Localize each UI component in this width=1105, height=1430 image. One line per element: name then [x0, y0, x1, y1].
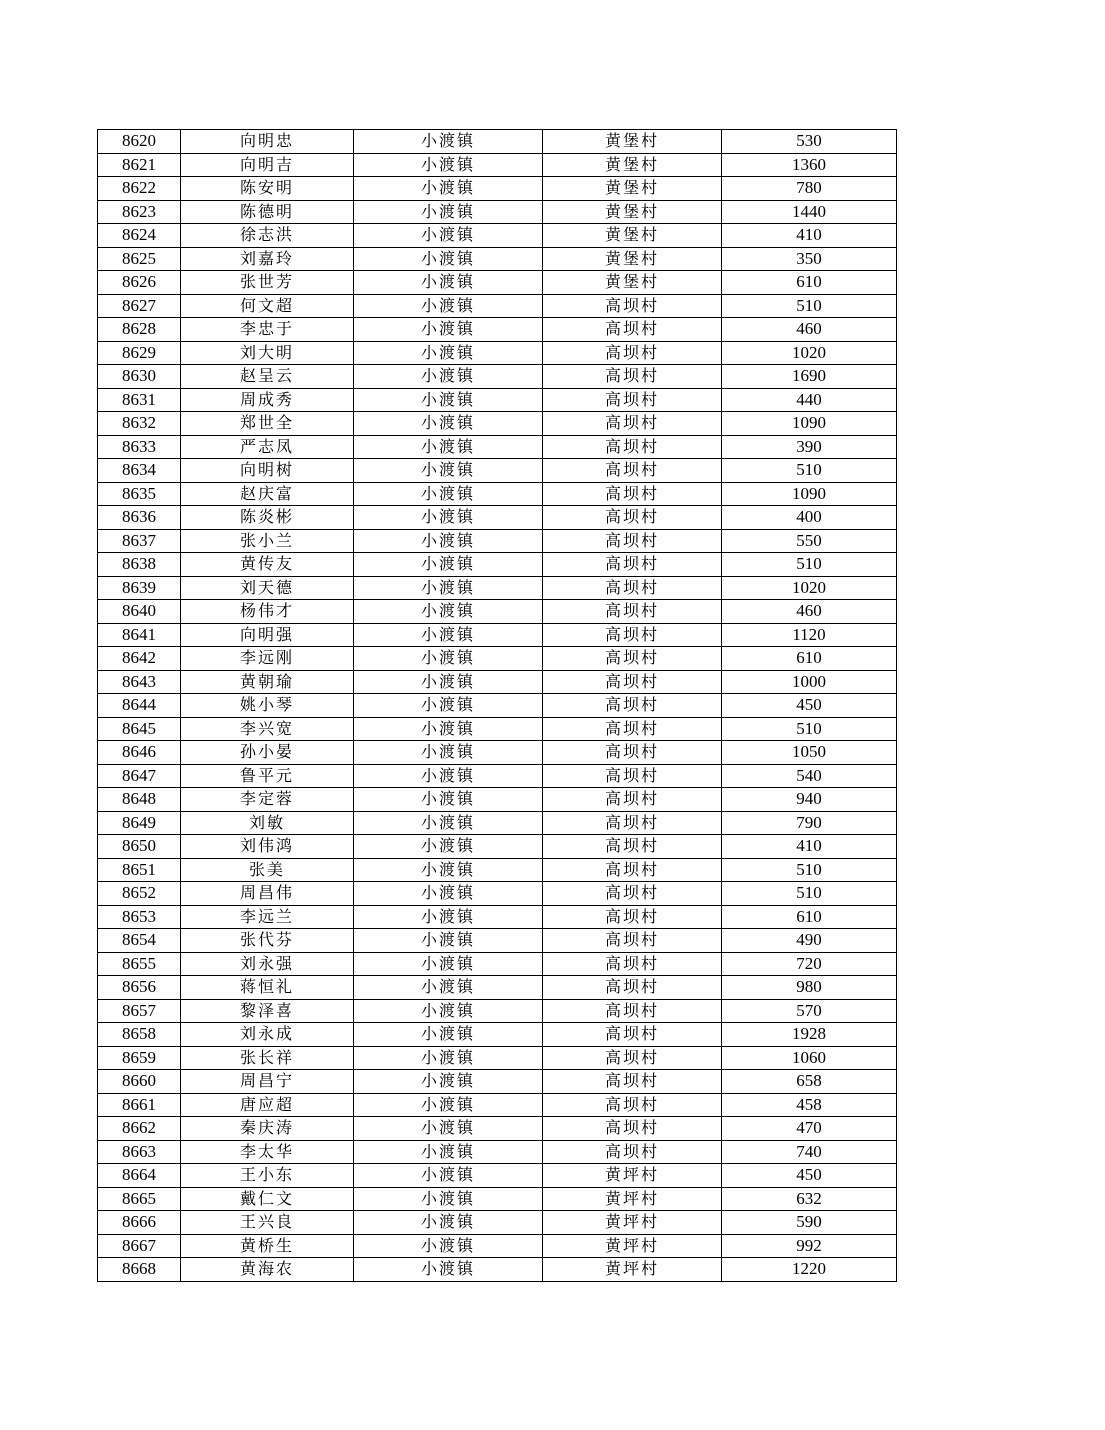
name-cell: 黄传友: [181, 553, 354, 577]
table-row: [98, 741, 897, 765]
village-cell: 高坝村: [543, 482, 722, 506]
name-cell: 王兴良: [181, 1211, 354, 1235]
name-cell: 周昌伟: [181, 882, 354, 906]
amount-cell: 510: [722, 717, 897, 741]
town-cell: 小渡镇: [354, 412, 543, 436]
village-cell: 黄堡村: [543, 177, 722, 201]
table-row: [98, 318, 897, 342]
row-number-cell: 8659: [98, 1046, 181, 1070]
town-cell: 小渡镇: [354, 459, 543, 483]
row-number-cell: 8663: [98, 1140, 181, 1164]
name-cell: 向明忠: [181, 130, 354, 154]
name-cell: 刘伟鸿: [181, 835, 354, 859]
table-body: [98, 130, 897, 1282]
row-number-cell: 8627: [98, 294, 181, 318]
village-cell: 高坝村: [543, 764, 722, 788]
village-cell: 黄堡村: [543, 200, 722, 224]
name-cell: 鲁平元: [181, 764, 354, 788]
town-cell: 小渡镇: [354, 1140, 543, 1164]
village-cell: 高坝村: [543, 882, 722, 906]
town-cell: 小渡镇: [354, 788, 543, 812]
town-cell: 小渡镇: [354, 341, 543, 365]
amount-cell: 460: [722, 318, 897, 342]
table-row: [98, 341, 897, 365]
name-cell: 秦庆涛: [181, 1117, 354, 1141]
row-number-cell: 8625: [98, 247, 181, 271]
town-cell: 小渡镇: [354, 435, 543, 459]
name-cell: 张长祥: [181, 1046, 354, 1070]
town-cell: 小渡镇: [354, 318, 543, 342]
name-cell: 张世芳: [181, 271, 354, 295]
village-cell: 黄堡村: [543, 271, 722, 295]
row-number-cell: 8657: [98, 999, 181, 1023]
table-row: [98, 576, 897, 600]
amount-cell: 410: [722, 224, 897, 248]
amount-cell: 390: [722, 435, 897, 459]
name-cell: 陈德明: [181, 200, 354, 224]
town-cell: 小渡镇: [354, 576, 543, 600]
village-cell: 黄坪村: [543, 1211, 722, 1235]
amount-cell: 740: [722, 1140, 897, 1164]
table-row: [98, 929, 897, 953]
table-row: [98, 388, 897, 412]
town-cell: 小渡镇: [354, 905, 543, 929]
amount-cell: 1060: [722, 1046, 897, 1070]
amount-cell: 550: [722, 529, 897, 553]
table-row: [98, 858, 897, 882]
amount-cell: 992: [722, 1234, 897, 1258]
town-cell: 小渡镇: [354, 764, 543, 788]
village-cell: 高坝村: [543, 670, 722, 694]
table-row: [98, 1211, 897, 1235]
village-cell: 高坝村: [543, 1046, 722, 1070]
amount-cell: 510: [722, 294, 897, 318]
village-cell: 高坝村: [543, 529, 722, 553]
town-cell: 小渡镇: [354, 1164, 543, 1188]
town-cell: 小渡镇: [354, 1070, 543, 1094]
village-cell: 黄堡村: [543, 153, 722, 177]
table-row: [98, 1258, 897, 1282]
town-cell: 小渡镇: [354, 1117, 543, 1141]
town-cell: 小渡镇: [354, 929, 543, 953]
row-number-cell: 8635: [98, 482, 181, 506]
row-number-cell: 8651: [98, 858, 181, 882]
table-row: [98, 647, 897, 671]
amount-cell: 632: [722, 1187, 897, 1211]
table-row: [98, 459, 897, 483]
table-row: [98, 623, 897, 647]
name-cell: 赵庆富: [181, 482, 354, 506]
name-cell: 王小东: [181, 1164, 354, 1188]
village-cell: 高坝村: [543, 858, 722, 882]
amount-cell: 510: [722, 858, 897, 882]
row-number-cell: 8667: [98, 1234, 181, 1258]
village-cell: 高坝村: [543, 318, 722, 342]
table-row: [98, 435, 897, 459]
row-number-cell: 8645: [98, 717, 181, 741]
row-number-cell: 8655: [98, 952, 181, 976]
name-cell: 张代芬: [181, 929, 354, 953]
town-cell: 小渡镇: [354, 952, 543, 976]
table-row: [98, 835, 897, 859]
table-row: [98, 224, 897, 248]
amount-cell: 1120: [722, 623, 897, 647]
amount-cell: 1360: [722, 153, 897, 177]
town-cell: 小渡镇: [354, 1234, 543, 1258]
amount-cell: 450: [722, 694, 897, 718]
row-number-cell: 8656: [98, 976, 181, 1000]
amount-cell: 510: [722, 553, 897, 577]
amount-cell: 440: [722, 388, 897, 412]
table-row: [98, 1234, 897, 1258]
row-number-cell: 8637: [98, 529, 181, 553]
table-row: [98, 130, 897, 154]
amount-cell: 458: [722, 1093, 897, 1117]
town-cell: 小渡镇: [354, 623, 543, 647]
row-number-cell: 8658: [98, 1023, 181, 1047]
row-number-cell: 8660: [98, 1070, 181, 1094]
amount-cell: 940: [722, 788, 897, 812]
name-cell: 陈炎彬: [181, 506, 354, 530]
row-number-cell: 8641: [98, 623, 181, 647]
town-cell: 小渡镇: [354, 365, 543, 389]
name-cell: 刘嘉玲: [181, 247, 354, 271]
amount-cell: 470: [722, 1117, 897, 1141]
amount-cell: 510: [722, 882, 897, 906]
row-number-cell: 8649: [98, 811, 181, 835]
amount-cell: 1440: [722, 200, 897, 224]
town-cell: 小渡镇: [354, 999, 543, 1023]
village-cell: 高坝村: [543, 694, 722, 718]
village-cell: 高坝村: [543, 600, 722, 624]
name-cell: 黄朝瑜: [181, 670, 354, 694]
town-cell: 小渡镇: [354, 200, 543, 224]
town-cell: 小渡镇: [354, 271, 543, 295]
town-cell: 小渡镇: [354, 177, 543, 201]
name-cell: 向明吉: [181, 153, 354, 177]
row-number-cell: 8633: [98, 435, 181, 459]
name-cell: 刘永成: [181, 1023, 354, 1047]
amount-cell: 1928: [722, 1023, 897, 1047]
name-cell: 郑世全: [181, 412, 354, 436]
name-cell: 刘敏: [181, 811, 354, 835]
row-number-cell: 8652: [98, 882, 181, 906]
amount-cell: 540: [722, 764, 897, 788]
amount-cell: 590: [722, 1211, 897, 1235]
name-cell: 孙小晏: [181, 741, 354, 765]
town-cell: 小渡镇: [354, 647, 543, 671]
table-row: [98, 294, 897, 318]
row-number-cell: 8628: [98, 318, 181, 342]
village-cell: 高坝村: [543, 811, 722, 835]
village-cell: 高坝村: [543, 459, 722, 483]
row-number-cell: 8646: [98, 741, 181, 765]
town-cell: 小渡镇: [354, 1023, 543, 1047]
amount-cell: 1220: [722, 1258, 897, 1282]
table-row: [98, 271, 897, 295]
name-cell: 刘天德: [181, 576, 354, 600]
row-number-cell: 8661: [98, 1093, 181, 1117]
village-cell: 高坝村: [543, 1023, 722, 1047]
amount-cell: 980: [722, 976, 897, 1000]
amount-cell: 720: [722, 952, 897, 976]
amount-cell: 790: [722, 811, 897, 835]
village-cell: 高坝村: [543, 365, 722, 389]
name-cell: 李远兰: [181, 905, 354, 929]
table-row: [98, 482, 897, 506]
table-row: [98, 882, 897, 906]
amount-cell: 610: [722, 905, 897, 929]
table-row: [98, 717, 897, 741]
row-number-cell: 8638: [98, 553, 181, 577]
name-cell: 黄桥生: [181, 1234, 354, 1258]
row-number-cell: 8666: [98, 1211, 181, 1235]
village-cell: 高坝村: [543, 1117, 722, 1141]
row-number-cell: 8642: [98, 647, 181, 671]
village-cell: 高坝村: [543, 412, 722, 436]
village-cell: 高坝村: [543, 952, 722, 976]
village-cell: 高坝村: [543, 1070, 722, 1094]
name-cell: 杨伟才: [181, 600, 354, 624]
table-row: [98, 952, 897, 976]
name-cell: 周昌宁: [181, 1070, 354, 1094]
amount-cell: 658: [722, 1070, 897, 1094]
table-row: [98, 177, 897, 201]
table-row: [98, 764, 897, 788]
village-cell: 高坝村: [543, 388, 722, 412]
name-cell: 陈安明: [181, 177, 354, 201]
amount-cell: 1050: [722, 741, 897, 765]
amount-cell: 1020: [722, 341, 897, 365]
town-cell: 小渡镇: [354, 529, 543, 553]
row-number-cell: 8626: [98, 271, 181, 295]
name-cell: 何文超: [181, 294, 354, 318]
table-row: [98, 788, 897, 812]
table-row: [98, 670, 897, 694]
name-cell: 姚小琴: [181, 694, 354, 718]
village-cell: 高坝村: [543, 623, 722, 647]
name-cell: 李太华: [181, 1140, 354, 1164]
village-cell: 黄堡村: [543, 224, 722, 248]
village-cell: 高坝村: [543, 929, 722, 953]
row-number-cell: 8624: [98, 224, 181, 248]
name-cell: 李远刚: [181, 647, 354, 671]
village-cell: 黄坪村: [543, 1187, 722, 1211]
table-row: [98, 976, 897, 1000]
table-row: [98, 412, 897, 436]
table-row: [98, 694, 897, 718]
table-row: [98, 1140, 897, 1164]
table-row: [98, 553, 897, 577]
table-row: [98, 200, 897, 224]
village-cell: 高坝村: [543, 341, 722, 365]
amount-cell: 1690: [722, 365, 897, 389]
village-cell: 高坝村: [543, 999, 722, 1023]
name-cell: 唐应超: [181, 1093, 354, 1117]
village-cell: 高坝村: [543, 835, 722, 859]
name-cell: 张美: [181, 858, 354, 882]
town-cell: 小渡镇: [354, 1187, 543, 1211]
table-row: [98, 153, 897, 177]
town-cell: 小渡镇: [354, 1093, 543, 1117]
village-cell: 黄堡村: [543, 130, 722, 154]
row-number-cell: 8644: [98, 694, 181, 718]
village-cell: 高坝村: [543, 553, 722, 577]
town-cell: 小渡镇: [354, 741, 543, 765]
town-cell: 小渡镇: [354, 153, 543, 177]
village-cell: 黄坪村: [543, 1258, 722, 1282]
village-cell: 高坝村: [543, 1093, 722, 1117]
name-cell: 戴仁文: [181, 1187, 354, 1211]
name-cell: 蒋恒礼: [181, 976, 354, 1000]
table-row: [98, 1046, 897, 1070]
row-number-cell: 8647: [98, 764, 181, 788]
table-row: [98, 600, 897, 624]
name-cell: 李忠于: [181, 318, 354, 342]
town-cell: 小渡镇: [354, 482, 543, 506]
town-cell: 小渡镇: [354, 1258, 543, 1282]
amount-cell: 1090: [722, 482, 897, 506]
town-cell: 小渡镇: [354, 247, 543, 271]
row-number-cell: 8621: [98, 153, 181, 177]
amount-cell: 410: [722, 835, 897, 859]
row-number-cell: 8643: [98, 670, 181, 694]
amount-cell: 460: [722, 600, 897, 624]
row-number-cell: 8662: [98, 1117, 181, 1141]
table-row: [98, 247, 897, 271]
name-cell: 黎泽喜: [181, 999, 354, 1023]
row-number-cell: 8668: [98, 1258, 181, 1282]
town-cell: 小渡镇: [354, 835, 543, 859]
amount-cell: 490: [722, 929, 897, 953]
row-number-cell: 8631: [98, 388, 181, 412]
town-cell: 小渡镇: [354, 506, 543, 530]
name-cell: 李定蓉: [181, 788, 354, 812]
amount-cell: 780: [722, 177, 897, 201]
table-row: [98, 1093, 897, 1117]
amount-cell: 510: [722, 459, 897, 483]
data-table: [97, 129, 897, 1282]
village-cell: 高坝村: [543, 976, 722, 1000]
town-cell: 小渡镇: [354, 294, 543, 318]
town-cell: 小渡镇: [354, 858, 543, 882]
town-cell: 小渡镇: [354, 717, 543, 741]
amount-cell: 350: [722, 247, 897, 271]
name-cell: 李兴宽: [181, 717, 354, 741]
town-cell: 小渡镇: [354, 811, 543, 835]
town-cell: 小渡镇: [354, 976, 543, 1000]
village-cell: 高坝村: [543, 905, 722, 929]
name-cell: 赵呈云: [181, 365, 354, 389]
village-cell: 高坝村: [543, 788, 722, 812]
amount-cell: 570: [722, 999, 897, 1023]
amount-cell: 1090: [722, 412, 897, 436]
table-row: [98, 905, 897, 929]
row-number-cell: 8654: [98, 929, 181, 953]
town-cell: 小渡镇: [354, 694, 543, 718]
name-cell: 向明树: [181, 459, 354, 483]
row-number-cell: 8634: [98, 459, 181, 483]
table-row: [98, 999, 897, 1023]
row-number-cell: 8648: [98, 788, 181, 812]
row-number-cell: 8623: [98, 200, 181, 224]
table-row: [98, 506, 897, 530]
town-cell: 小渡镇: [354, 600, 543, 624]
row-number-cell: 8622: [98, 177, 181, 201]
name-cell: 周成秀: [181, 388, 354, 412]
table-row: [98, 1187, 897, 1211]
name-cell: 刘永强: [181, 952, 354, 976]
row-number-cell: 8664: [98, 1164, 181, 1188]
town-cell: 小渡镇: [354, 388, 543, 412]
village-cell: 高坝村: [543, 294, 722, 318]
table-row: [98, 1070, 897, 1094]
row-number-cell: 8620: [98, 130, 181, 154]
row-number-cell: 8630: [98, 365, 181, 389]
village-cell: 高坝村: [543, 1140, 722, 1164]
row-number-cell: 8653: [98, 905, 181, 929]
village-cell: 黄坪村: [543, 1164, 722, 1188]
table-row: [98, 1117, 897, 1141]
village-cell: 黄坪村: [543, 1234, 722, 1258]
amount-cell: 610: [722, 271, 897, 295]
table-row: [98, 529, 897, 553]
village-cell: 高坝村: [543, 435, 722, 459]
name-cell: 张小兰: [181, 529, 354, 553]
row-number-cell: 8650: [98, 835, 181, 859]
name-cell: 黄海农: [181, 1258, 354, 1282]
amount-cell: 610: [722, 647, 897, 671]
table-row: [98, 1164, 897, 1188]
table-row: [98, 1023, 897, 1047]
village-cell: 黄堡村: [543, 247, 722, 271]
village-cell: 高坝村: [543, 741, 722, 765]
row-number-cell: 8629: [98, 341, 181, 365]
town-cell: 小渡镇: [354, 882, 543, 906]
name-cell: 刘大明: [181, 341, 354, 365]
town-cell: 小渡镇: [354, 1211, 543, 1235]
village-cell: 高坝村: [543, 717, 722, 741]
town-cell: 小渡镇: [354, 1046, 543, 1070]
village-cell: 高坝村: [543, 647, 722, 671]
row-number-cell: 8640: [98, 600, 181, 624]
amount-cell: 1020: [722, 576, 897, 600]
town-cell: 小渡镇: [354, 130, 543, 154]
town-cell: 小渡镇: [354, 553, 543, 577]
row-number-cell: 8632: [98, 412, 181, 436]
table-row: [98, 811, 897, 835]
table-row: [98, 365, 897, 389]
amount-cell: 1000: [722, 670, 897, 694]
amount-cell: 450: [722, 1164, 897, 1188]
name-cell: 严志凤: [181, 435, 354, 459]
name-cell: 徐志洪: [181, 224, 354, 248]
name-cell: 向明强: [181, 623, 354, 647]
row-number-cell: 8636: [98, 506, 181, 530]
row-number-cell: 8639: [98, 576, 181, 600]
town-cell: 小渡镇: [354, 224, 543, 248]
amount-cell: 530: [722, 130, 897, 154]
town-cell: 小渡镇: [354, 670, 543, 694]
village-cell: 高坝村: [543, 576, 722, 600]
row-number-cell: 8665: [98, 1187, 181, 1211]
village-cell: 高坝村: [543, 506, 722, 530]
amount-cell: 400: [722, 506, 897, 530]
